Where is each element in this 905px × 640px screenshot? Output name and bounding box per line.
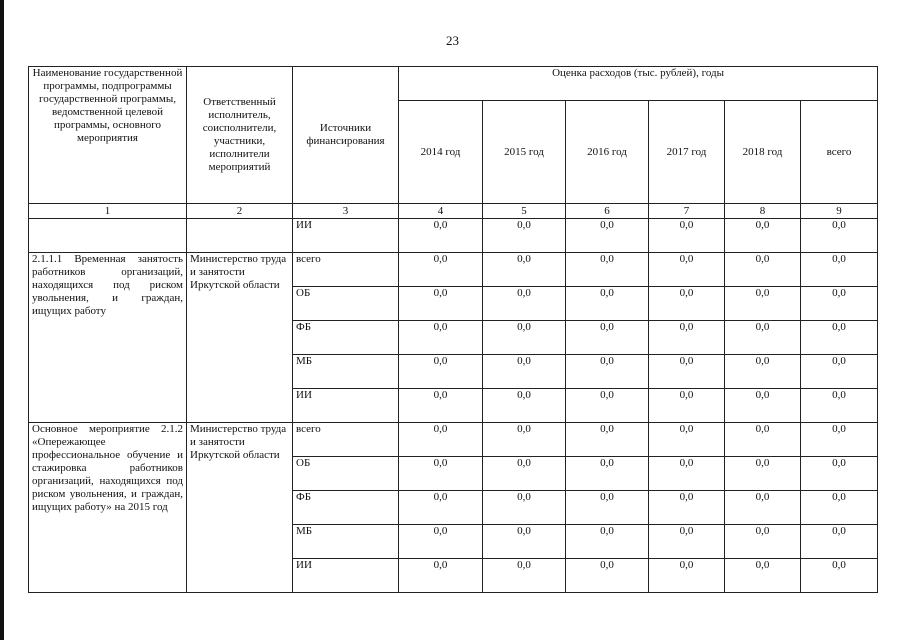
funding-source: ФБ	[293, 491, 399, 525]
header-year-2017: 2017 год	[649, 101, 725, 204]
column-number: 6	[566, 204, 649, 219]
expense-value: 0,0	[801, 287, 878, 321]
event-name: Основное мероприятие 2.1.2 «Опережающее профессиональное обучение и стажировка работников организаций, находящихся под риском увольнения, и граждан, ищущих работу» на 2015 год	[29, 423, 187, 593]
header-year-2015: 2015 год	[483, 101, 566, 204]
expense-value: 0,0	[483, 389, 566, 423]
header-program-name: Наименование государственной программы, подпрограммы государственной программы, ведомственной целевой программы, основного мероприятия	[29, 67, 187, 204]
funding-source: ИИ	[293, 389, 399, 423]
expense-value: 0,0	[566, 321, 649, 355]
expense-value: 0,0	[649, 287, 725, 321]
column-number: 2	[187, 204, 293, 219]
expense-value: 0,0	[725, 355, 801, 389]
funding-source: ОБ	[293, 287, 399, 321]
expense-value: 0,0	[399, 321, 483, 355]
expense-value: 0,0	[725, 525, 801, 559]
expense-value: 0,0	[649, 321, 725, 355]
expense-value: 0,0	[725, 253, 801, 287]
expense-value: 0,0	[483, 287, 566, 321]
expense-value: 0,0	[399, 491, 483, 525]
header-total: всего	[801, 101, 878, 204]
expense-value: 0,0	[399, 219, 483, 253]
expense-value: 0,0	[725, 321, 801, 355]
expense-value: 0,0	[801, 389, 878, 423]
funding-source: ФБ	[293, 321, 399, 355]
expense-value: 0,0	[649, 219, 725, 253]
table-body	[29, 219, 878, 593]
expense-value: 0,0	[801, 491, 878, 525]
event-executor	[187, 219, 293, 253]
expense-value: 0,0	[399, 287, 483, 321]
expense-value: 0,0	[801, 321, 878, 355]
column-number-row	[29, 204, 878, 219]
expense-value: 0,0	[725, 423, 801, 457]
expense-value: 0,0	[483, 321, 566, 355]
column-number: 4	[399, 204, 483, 219]
expense-value: 0,0	[725, 457, 801, 491]
expense-value: 0,0	[801, 525, 878, 559]
column-number: 8	[725, 204, 801, 219]
header-executor: Ответственный исполнитель, соисполнители, участники, исполнители мероприятий	[187, 67, 293, 204]
expense-value: 0,0	[649, 525, 725, 559]
header-year-2018: 2018 год	[725, 101, 801, 204]
expense-value: 0,0	[399, 525, 483, 559]
expense-value: 0,0	[566, 491, 649, 525]
column-number: 1	[29, 204, 187, 219]
table-row	[29, 253, 878, 287]
expense-value: 0,0	[801, 219, 878, 253]
funding-source: ОБ	[293, 457, 399, 491]
table-row	[29, 423, 878, 457]
expense-value: 0,0	[399, 559, 483, 593]
expense-value: 0,0	[566, 219, 649, 253]
column-number: 9	[801, 204, 878, 219]
expense-value: 0,0	[483, 355, 566, 389]
expense-value: 0,0	[566, 355, 649, 389]
expense-value: 0,0	[649, 491, 725, 525]
column-number: 5	[483, 204, 566, 219]
column-number: 7	[649, 204, 725, 219]
event-executor: Министерство труда и занятости Иркутской области	[187, 423, 293, 593]
event-name	[29, 219, 187, 253]
expense-value: 0,0	[566, 457, 649, 491]
expense-value: 0,0	[566, 559, 649, 593]
page-number: 23	[446, 33, 459, 48]
expense-value: 0,0	[801, 457, 878, 491]
expense-value: 0,0	[649, 253, 725, 287]
expense-value: 0,0	[566, 389, 649, 423]
event-name: 2.1.1.1 Временная занятость работников организаций, находящихся под риском увольнения, и граждан, ищущих работу	[29, 253, 187, 423]
funding-source: всего	[293, 423, 399, 457]
expense-value: 0,0	[399, 423, 483, 457]
expense-value: 0,0	[399, 355, 483, 389]
expense-value: 0,0	[801, 355, 878, 389]
expense-value: 0,0	[725, 559, 801, 593]
budget-table	[28, 66, 878, 593]
funding-source: ИИ	[293, 219, 399, 253]
expense-value: 0,0	[566, 525, 649, 559]
expense-value: 0,0	[399, 253, 483, 287]
expense-value: 0,0	[649, 423, 725, 457]
expense-value: 0,0	[801, 559, 878, 593]
header-year-2014: 2014 год	[399, 101, 483, 204]
event-executor: Министерство труда и занятости Иркутской области	[187, 253, 293, 423]
expense-value: 0,0	[483, 559, 566, 593]
expense-value: 0,0	[801, 253, 878, 287]
expense-value: 0,0	[649, 355, 725, 389]
expense-value: 0,0	[483, 253, 566, 287]
expense-value: 0,0	[399, 457, 483, 491]
expense-value: 0,0	[649, 389, 725, 423]
expense-value: 0,0	[725, 389, 801, 423]
funding-source: МБ	[293, 525, 399, 559]
expense-value: 0,0	[483, 423, 566, 457]
expense-value: 0,0	[566, 253, 649, 287]
table-row	[29, 219, 878, 253]
header-expense-estimate: Оценка расходов (тыс. рублей), годы	[399, 67, 878, 101]
header-year-2016: 2016 год	[566, 101, 649, 204]
expense-value: 0,0	[483, 219, 566, 253]
expense-value: 0,0	[399, 389, 483, 423]
expense-value: 0,0	[649, 559, 725, 593]
column-number: 3	[293, 204, 399, 219]
expense-value: 0,0	[566, 423, 649, 457]
funding-source: ИИ	[293, 559, 399, 593]
funding-source: всего	[293, 253, 399, 287]
expense-value: 0,0	[483, 525, 566, 559]
expense-value: 0,0	[483, 491, 566, 525]
page-left-edge	[0, 0, 4, 640]
expense-value: 0,0	[566, 287, 649, 321]
expense-value: 0,0	[725, 491, 801, 525]
expense-value: 0,0	[649, 457, 725, 491]
header-funding-source: Источники финансирования	[293, 67, 399, 204]
expense-value: 0,0	[725, 219, 801, 253]
funding-source: МБ	[293, 355, 399, 389]
expense-value: 0,0	[725, 287, 801, 321]
expense-value: 0,0	[801, 423, 878, 457]
expense-value: 0,0	[483, 457, 566, 491]
